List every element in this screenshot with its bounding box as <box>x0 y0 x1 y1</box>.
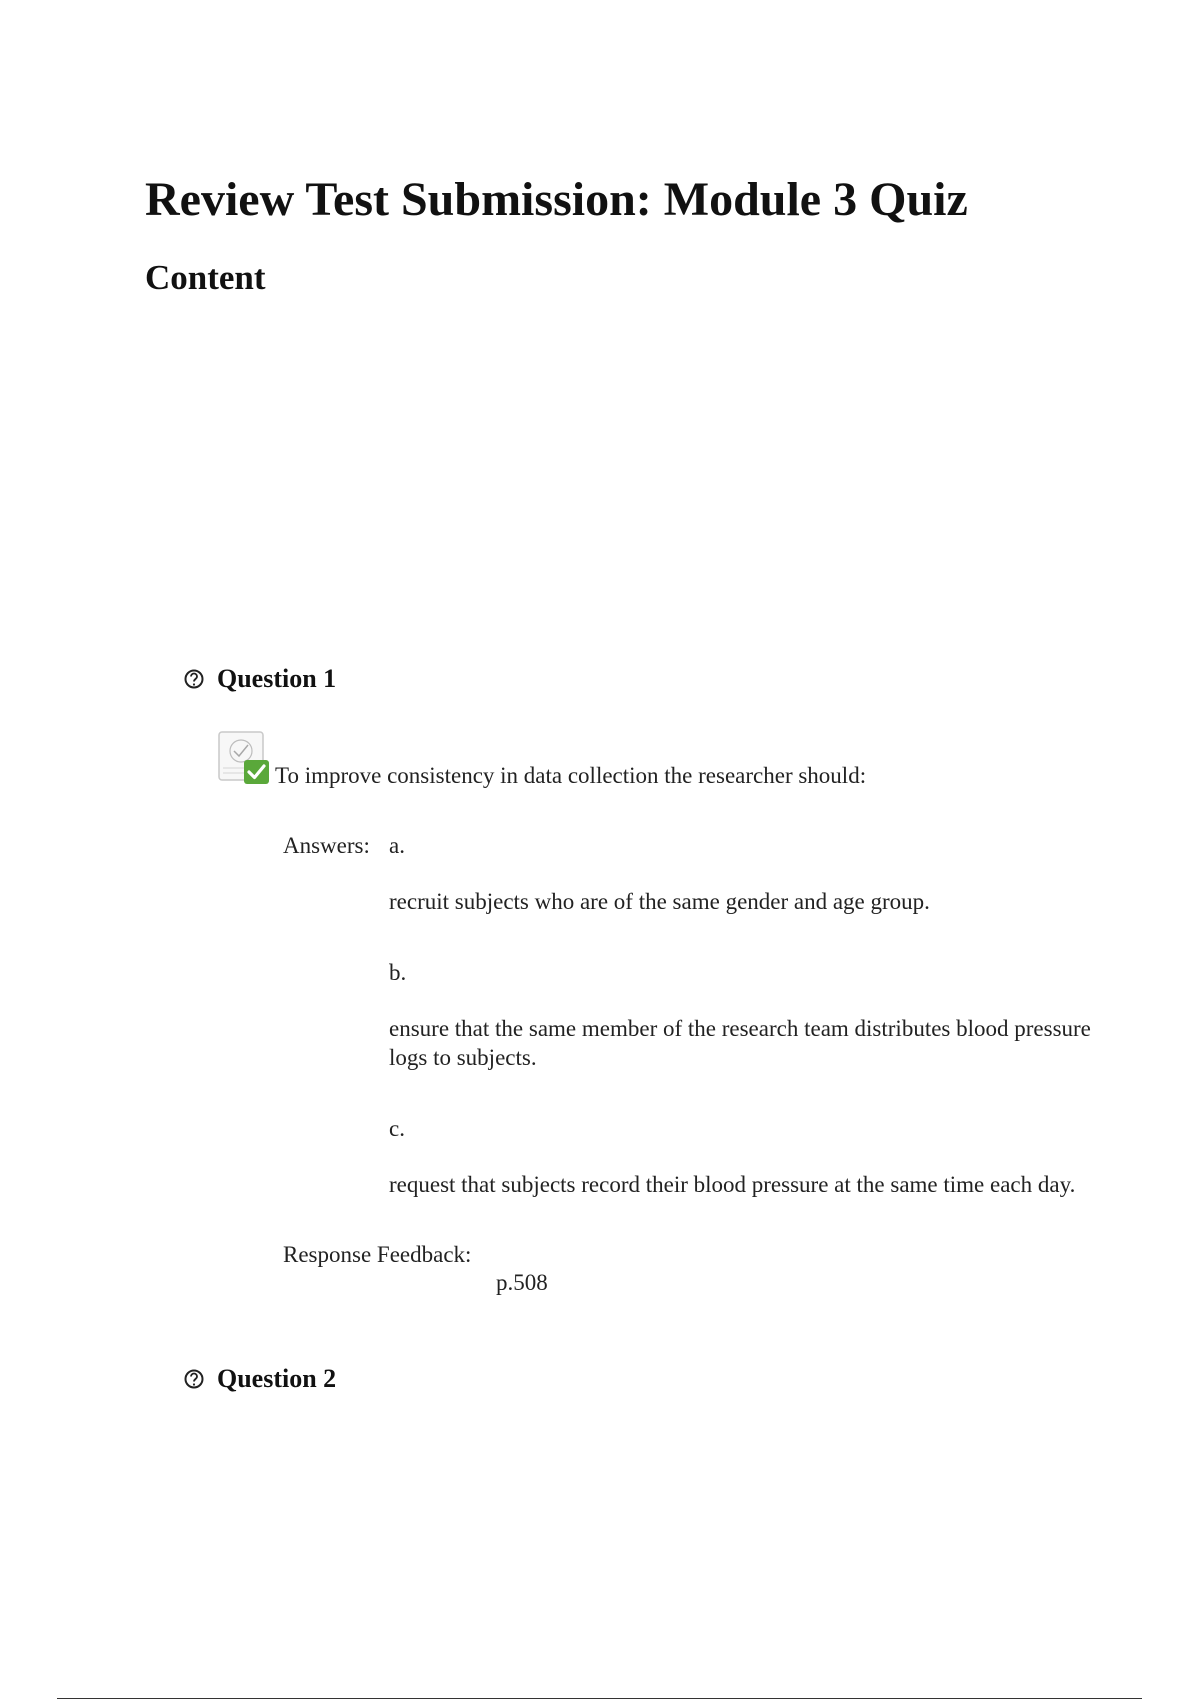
question-2-label: Question 2 <box>217 1364 337 1393</box>
page-title: Review Test Submission: Module 3 Quiz <box>145 173 968 226</box>
choice-c-letter: c. <box>389 1116 405 1141</box>
question-1-header <box>183 666 336 692</box>
page-bottom-divider <box>57 1698 1142 1699</box>
question-status-icon <box>183 668 205 690</box>
choice-a-letter: a. <box>389 833 405 858</box>
section-heading: Content <box>145 258 266 297</box>
question-1-text: To improve consistency in data collection the researcher should: <box>275 763 867 788</box>
correct-answer-checkmark-icon <box>217 730 271 786</box>
choice-b-text: ensure that the same member of the research team distributes blood pressure logs to subjects. <box>389 1016 1091 1070</box>
choice-c-text: request that subjects record their blood pressure at the same time each day. <box>389 1172 1076 1197</box>
question-status-icon <box>183 1368 205 1390</box>
question-1-label: Question 1 <box>217 664 337 693</box>
answers-label: Answers: <box>283 833 370 858</box>
choice-b-letter: b. <box>389 960 407 985</box>
choice-a-text: recruit subjects who are of the same gender and age group. <box>389 889 930 914</box>
response-feedback-value: p.508 <box>496 1270 548 1295</box>
question-2-header <box>183 1366 336 1392</box>
response-feedback-label: Response Feedback: <box>283 1242 472 1267</box>
